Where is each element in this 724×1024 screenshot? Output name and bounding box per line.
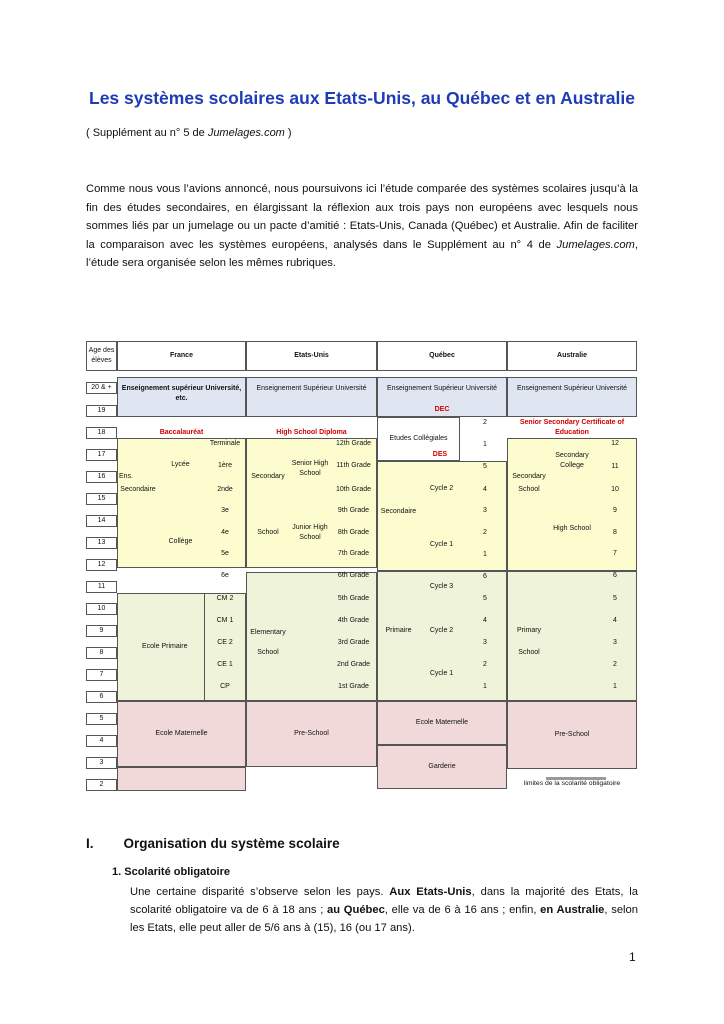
quebec-year: 6: [483, 573, 487, 580]
australia-year: 11: [611, 463, 619, 470]
usa-junior: Junior High School: [292, 524, 328, 541]
quebec-year: 2: [483, 661, 487, 668]
age-row: 6: [86, 691, 117, 703]
age-row: 8: [86, 647, 117, 659]
australia-year: 10: [611, 486, 619, 493]
quebec-sec-cycle1: Cycle 1: [429, 541, 454, 548]
page-title: Les systèmes scolaires aux Etats-Unis, au Québec et en Australie: [89, 88, 635, 108]
usa-grade: 11th Grade: [336, 462, 371, 469]
usa-senior: Senior High School: [291, 460, 329, 477]
quebec-primaire: Primaire: [385, 627, 412, 634]
age-row: 3: [86, 757, 117, 769]
usa-grade: 4th Grade: [337, 617, 370, 624]
australia-year: 12: [611, 440, 619, 447]
france-garderie-blank: [117, 767, 246, 791]
quebec-sec-cycle2: Cycle 2: [429, 485, 454, 492]
australia-year: 2: [613, 661, 617, 668]
australia-secondary: Secondary: [512, 473, 546, 480]
usa-grade: 5th Grade: [337, 595, 370, 602]
australia-high-school: High School: [553, 525, 591, 532]
age-row: 18: [86, 427, 117, 439]
usa-grade: 7th Grade: [337, 550, 370, 557]
australia-certificate: Senior Secondary Certificate of Education: [519, 418, 625, 436]
france-class: 4e: [221, 529, 229, 536]
australia-sec-college: Secondary College: [555, 452, 589, 469]
usa-grade: 1st Grade: [338, 683, 369, 690]
france-class: CE 2: [217, 639, 233, 646]
france-class: 1ère: [217, 462, 232, 469]
age-row: 17: [86, 449, 117, 461]
australia-year: 6: [613, 572, 617, 579]
age-header: Age des élèves: [86, 341, 117, 371]
usa-school: School: [257, 529, 279, 536]
age-row: 16: [86, 471, 117, 483]
quebec-year: 2: [483, 419, 487, 426]
quebec-year: 4: [483, 486, 487, 493]
header-usa: Etats-Unis: [246, 341, 377, 371]
school-systems-table: [86, 341, 637, 791]
australia-school: School: [518, 486, 540, 493]
section-heading: I. Organisation du système scolaire: [86, 836, 340, 851]
subsection-heading: 1. Scolarité obligatoire: [112, 866, 230, 878]
age-row: 13: [86, 537, 117, 549]
france-class: CM 2: [216, 595, 234, 602]
age-row: 7: [86, 669, 117, 681]
quebec-des: DES: [432, 450, 448, 458]
age-row: 11: [86, 581, 117, 593]
usa-elem-school: School: [257, 649, 279, 656]
usa-grade: 8th Grade: [337, 529, 370, 536]
france-class: CM 1: [216, 617, 234, 624]
australia-superieur: Enseignement Supérieur Université: [507, 377, 637, 417]
quebec-dec: DEC: [434, 406, 450, 413]
france-class: CE 1: [217, 661, 233, 668]
france-secondaire: Secondaire: [120, 486, 156, 493]
usa-grade: 2nd Grade: [336, 661, 371, 668]
quebec-year: 3: [483, 639, 487, 646]
quebec-year: 5: [483, 463, 487, 470]
quebec-prim-cycle2: Cycle 2: [429, 627, 454, 634]
australia-year: 5: [613, 595, 617, 602]
france-class: 6e: [221, 572, 229, 579]
usa-preschool: Pre-School: [246, 701, 377, 767]
france-class: 5e: [221, 550, 229, 557]
quebec-superieur: Enseignement Supérieur Université: [377, 377, 507, 417]
quebec-year: 1: [483, 551, 487, 558]
france-class: CP: [220, 683, 230, 690]
quebec-garderie: Garderie: [377, 745, 507, 789]
quebec-prim-cycle3: Cycle 3: [429, 583, 454, 590]
australia-year: 3: [613, 639, 617, 646]
france-lycee: Lycée: [171, 461, 190, 468]
compulsory-paragraph: Une certaine disparité s’observe selon les pays. Aux Etats-Unis, dans la majorité des Etats, la scolarité obligatoire va de 6 à 18 ans ; au Québec, elle va de 6 à 16 ans ; enfin, en Australie, selon les Etats, elle peut aller de 5/6 ans à (15), 16 (ou 17 ans).: [130, 886, 638, 935]
header-quebec: Québec: [377, 341, 507, 371]
age-row: 20 & +: [86, 382, 117, 394]
quebec-year: 4: [483, 617, 487, 624]
page-number: 1: [629, 950, 636, 964]
supplement-note: ( Supplément au n° 5 de Jumelages.com ): [86, 127, 292, 139]
australia-year: 1: [613, 683, 617, 690]
australia-year: 8: [613, 529, 617, 536]
age-row: 9: [86, 625, 117, 637]
legend-line: [546, 777, 606, 780]
australia-primary: Primary: [516, 627, 542, 634]
quebec-year: 1: [483, 441, 487, 448]
age-row: 5: [86, 713, 117, 725]
france-ens: Ens.: [119, 473, 134, 480]
quebec-year: 5: [483, 595, 487, 602]
age-row: 2: [86, 779, 117, 791]
quebec-year: 1: [483, 683, 487, 690]
quebec-year: 2: [483, 529, 487, 536]
france-ecole-maternelle: Ecole Maternelle: [117, 701, 246, 767]
usa-diploma: High School Diploma: [276, 428, 347, 436]
legend-compulsory: limites de la scolarité obligatoire: [523, 780, 621, 787]
header-australia: Australie: [507, 341, 637, 371]
usa-grade: 3rd Grade: [337, 639, 370, 646]
quebec-year: 3: [483, 507, 487, 514]
header-france: France: [117, 341, 246, 371]
usa-superieur: Enseignement Supérieur Université: [246, 377, 377, 417]
usa-grade: 9th Grade: [337, 507, 370, 514]
age-row: 14: [86, 515, 117, 527]
france-class: Terminale: [209, 440, 241, 447]
age-row: 15: [86, 493, 117, 505]
age-row: 4: [86, 735, 117, 747]
australia-preschool: Pre-School: [507, 701, 637, 769]
usa-grade: 6th Grade: [337, 572, 370, 579]
age-row: 12: [86, 559, 117, 571]
france-superieur: Enseignement supérieur Université, etc.: [117, 377, 246, 417]
france-class: 3e: [221, 507, 229, 514]
usa-grade: 10th Grade: [335, 486, 372, 493]
france-class: 2nde: [217, 486, 233, 493]
australia-year: 4: [613, 617, 617, 624]
usa-secondary: Secondary: [251, 473, 285, 480]
intro-paragraph: Comme nous vous l’avions annoncé, nous poursuivons ici l’étude comparée des systèmes scolaires jusqu’à la fin des études secondaires, en élargissant la réflexion aux trois pays non européens avec lesquels nous sommes liés par un jumelage ou un pacte d’amitié : Etats-Unis, Canada (Québec) et Australie. Afin de faciliter la comparaison avec les systèmes européens, analysés dans le Supplément au n° 4 de Jumelages.com, l’étude sera organisée selon les mêmes rubriques.: [86, 183, 638, 270]
france-ecole-primaire: Ecole Primaire: [117, 593, 246, 701]
usa-elementary: Elementary: [250, 629, 286, 636]
usa-grade: 12th Grade: [335, 440, 372, 447]
quebec-secondaire: Secondaire: [380, 508, 417, 515]
australia-year: 7: [613, 550, 617, 557]
quebec-etudes: Etudes Collégiales: [377, 417, 460, 461]
france-college: Collège: [168, 538, 193, 545]
age-row: 19: [86, 405, 117, 417]
quebec-prim-cycle1: Cycle 1: [429, 670, 454, 677]
australia-year: 9: [613, 507, 617, 514]
france-bac: Baccalauréat: [159, 428, 204, 436]
australia-prim-school: School: [518, 649, 540, 656]
quebec-maternelle: Ecole Maternelle: [377, 701, 507, 745]
age-row: 10: [86, 603, 117, 615]
